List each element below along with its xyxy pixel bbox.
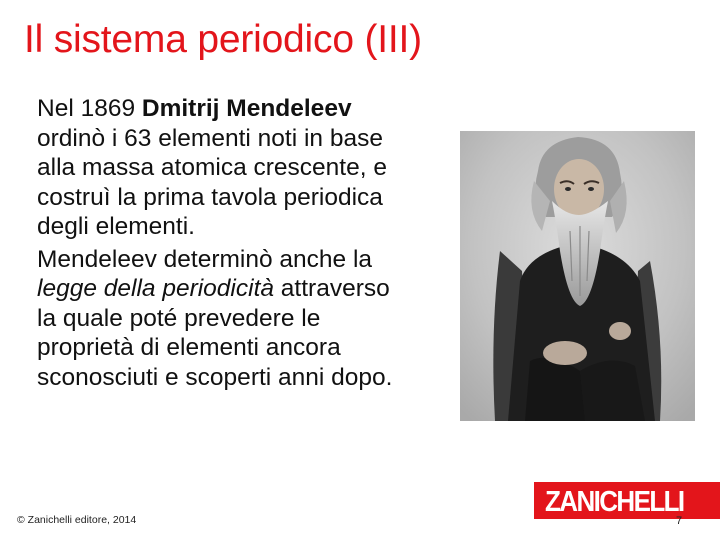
text-line: sconosciuti e scoperti anni dopo. xyxy=(37,363,393,391)
bold-name: Dmitrij Mendeleev xyxy=(141,95,352,122)
text-line: costruì la prima tavola periodica xyxy=(37,183,383,211)
text-line: degli elementi. xyxy=(37,213,195,240)
portrait-photo-icon xyxy=(460,131,695,421)
paragraph-mendeleev-table xyxy=(37,94,467,242)
page-number: 7 xyxy=(676,515,683,527)
text-line xyxy=(37,274,467,304)
copyright-notice: © Zanichelli editore, 2014 xyxy=(17,514,137,526)
slide-title: Il sistema periodico (III) xyxy=(24,18,422,61)
text-line xyxy=(37,94,467,124)
text-line: la quale poté prevedere le xyxy=(37,304,321,332)
paragraph-periodic-law xyxy=(37,245,467,393)
text-line: ordinò i 63 elementi noti in base xyxy=(37,124,383,152)
text-fragment: attraverso xyxy=(274,275,390,302)
text-line: Mendeleev determinò anche la xyxy=(37,245,373,273)
text-line: proprietà di elementi ancora xyxy=(37,334,341,361)
italic-term: legge della periodicità xyxy=(37,275,274,302)
text-fragment: Nel 1869 xyxy=(37,95,142,122)
publisher-logo: ZANICHELLI xyxy=(545,484,684,518)
text-line: alla massa atomica crescente, e xyxy=(37,154,387,181)
slide-body xyxy=(37,94,467,392)
